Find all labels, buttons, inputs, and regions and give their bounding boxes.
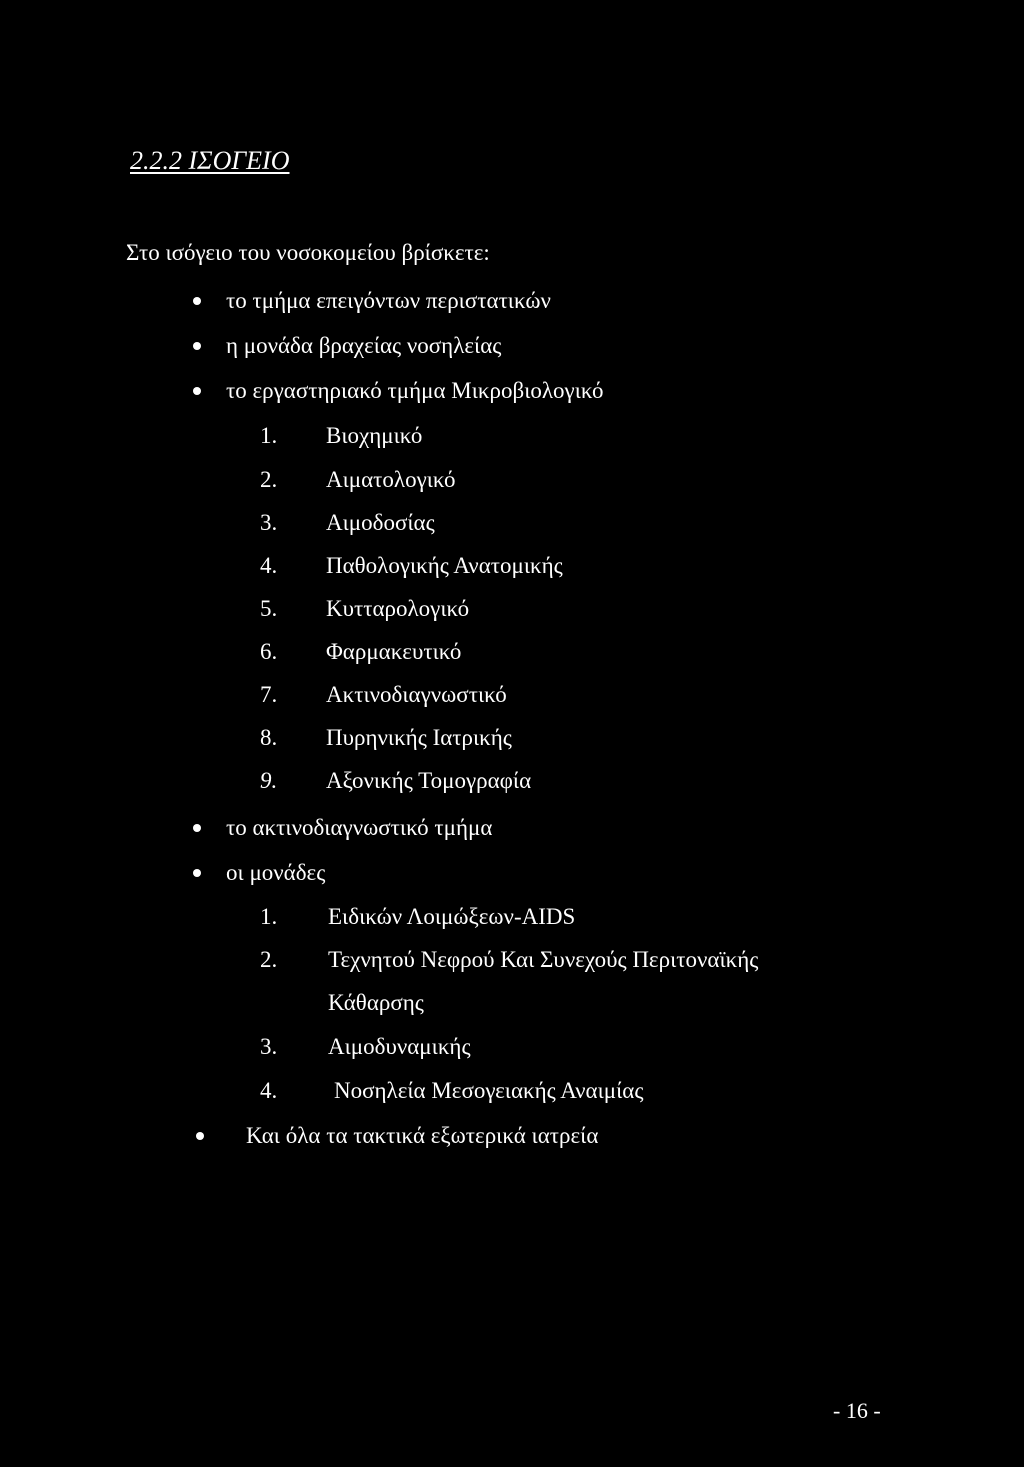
- bullet-dot: [193, 297, 201, 305]
- list-number: 4.: [260, 553, 278, 578]
- list-item: η μονάδα βραχείας νοσηλείας: [226, 333, 502, 358]
- list-number: 7.: [260, 682, 278, 707]
- list-item: Τεχνητού Νεφρού Και Συνεχούς Περιτοναϊκής: [328, 947, 759, 972]
- list-item: οι μονάδες: [226, 860, 326, 885]
- list-number: 1.: [260, 423, 278, 448]
- list-item: Αιμοδοσίας: [326, 510, 435, 535]
- page-number: - 16 -: [833, 1398, 881, 1423]
- list-number: 4.: [260, 1078, 278, 1103]
- list-item: Βιοχημικό: [326, 423, 423, 448]
- list-item: Αξονικής Τομογραφία: [326, 768, 532, 793]
- list-item: Αιματολογικό: [326, 467, 456, 492]
- bullet-dot: [193, 387, 201, 395]
- list-item: Ακτινοδιαγνωστικό: [326, 682, 507, 707]
- list-number: 9.: [260, 768, 278, 793]
- list-number: 1.: [260, 904, 278, 929]
- list-item: Και όλα τα τακτικά εξωτερικά ιατρεία: [246, 1123, 599, 1148]
- bullet-dot: [193, 824, 201, 832]
- list-number: 2.: [260, 467, 278, 492]
- list-item: Κάθαρσης: [328, 990, 424, 1015]
- intro-text: Στο ισόγειο του νοσοκομείου βρίσκετε:: [126, 240, 490, 265]
- list-item: Φαρμακευτικό: [326, 639, 462, 664]
- list-item: Κυτταρολογικό: [326, 596, 470, 621]
- list-number: 6.: [260, 639, 278, 664]
- section-heading: 2.2.2 ΙΣΟΓΕΙΟ: [130, 146, 290, 175]
- bullet-dot: [193, 342, 201, 350]
- list-number: 3.: [260, 510, 278, 535]
- bullet-dot: [193, 869, 201, 877]
- list-number: 8.: [260, 725, 278, 750]
- list-number: 3.: [260, 1034, 278, 1059]
- list-item: Αιμοδυναμικής: [328, 1034, 471, 1059]
- list-item: Νοσηλεία Μεσογειακής Αναιμίας: [334, 1078, 644, 1103]
- list-item: το ακτινοδιαγνωστικό τμήμα: [226, 815, 493, 840]
- bullet-dot: [196, 1132, 204, 1140]
- list-number: 2.: [260, 947, 278, 972]
- list-item: Πυρηνικής Ιατρικής: [326, 725, 512, 750]
- list-item: το τμήμα επειγόντων περιστατικών: [226, 288, 551, 313]
- list-item: Παθολογικής Ανατομικής: [326, 553, 563, 578]
- list-item: το εργαστηριακό τμήμα Μικροβιολογικό: [226, 378, 604, 403]
- list-item: Ειδικών Λοιμώξεων-AIDS: [328, 904, 576, 929]
- list-number: 5.: [260, 596, 278, 621]
